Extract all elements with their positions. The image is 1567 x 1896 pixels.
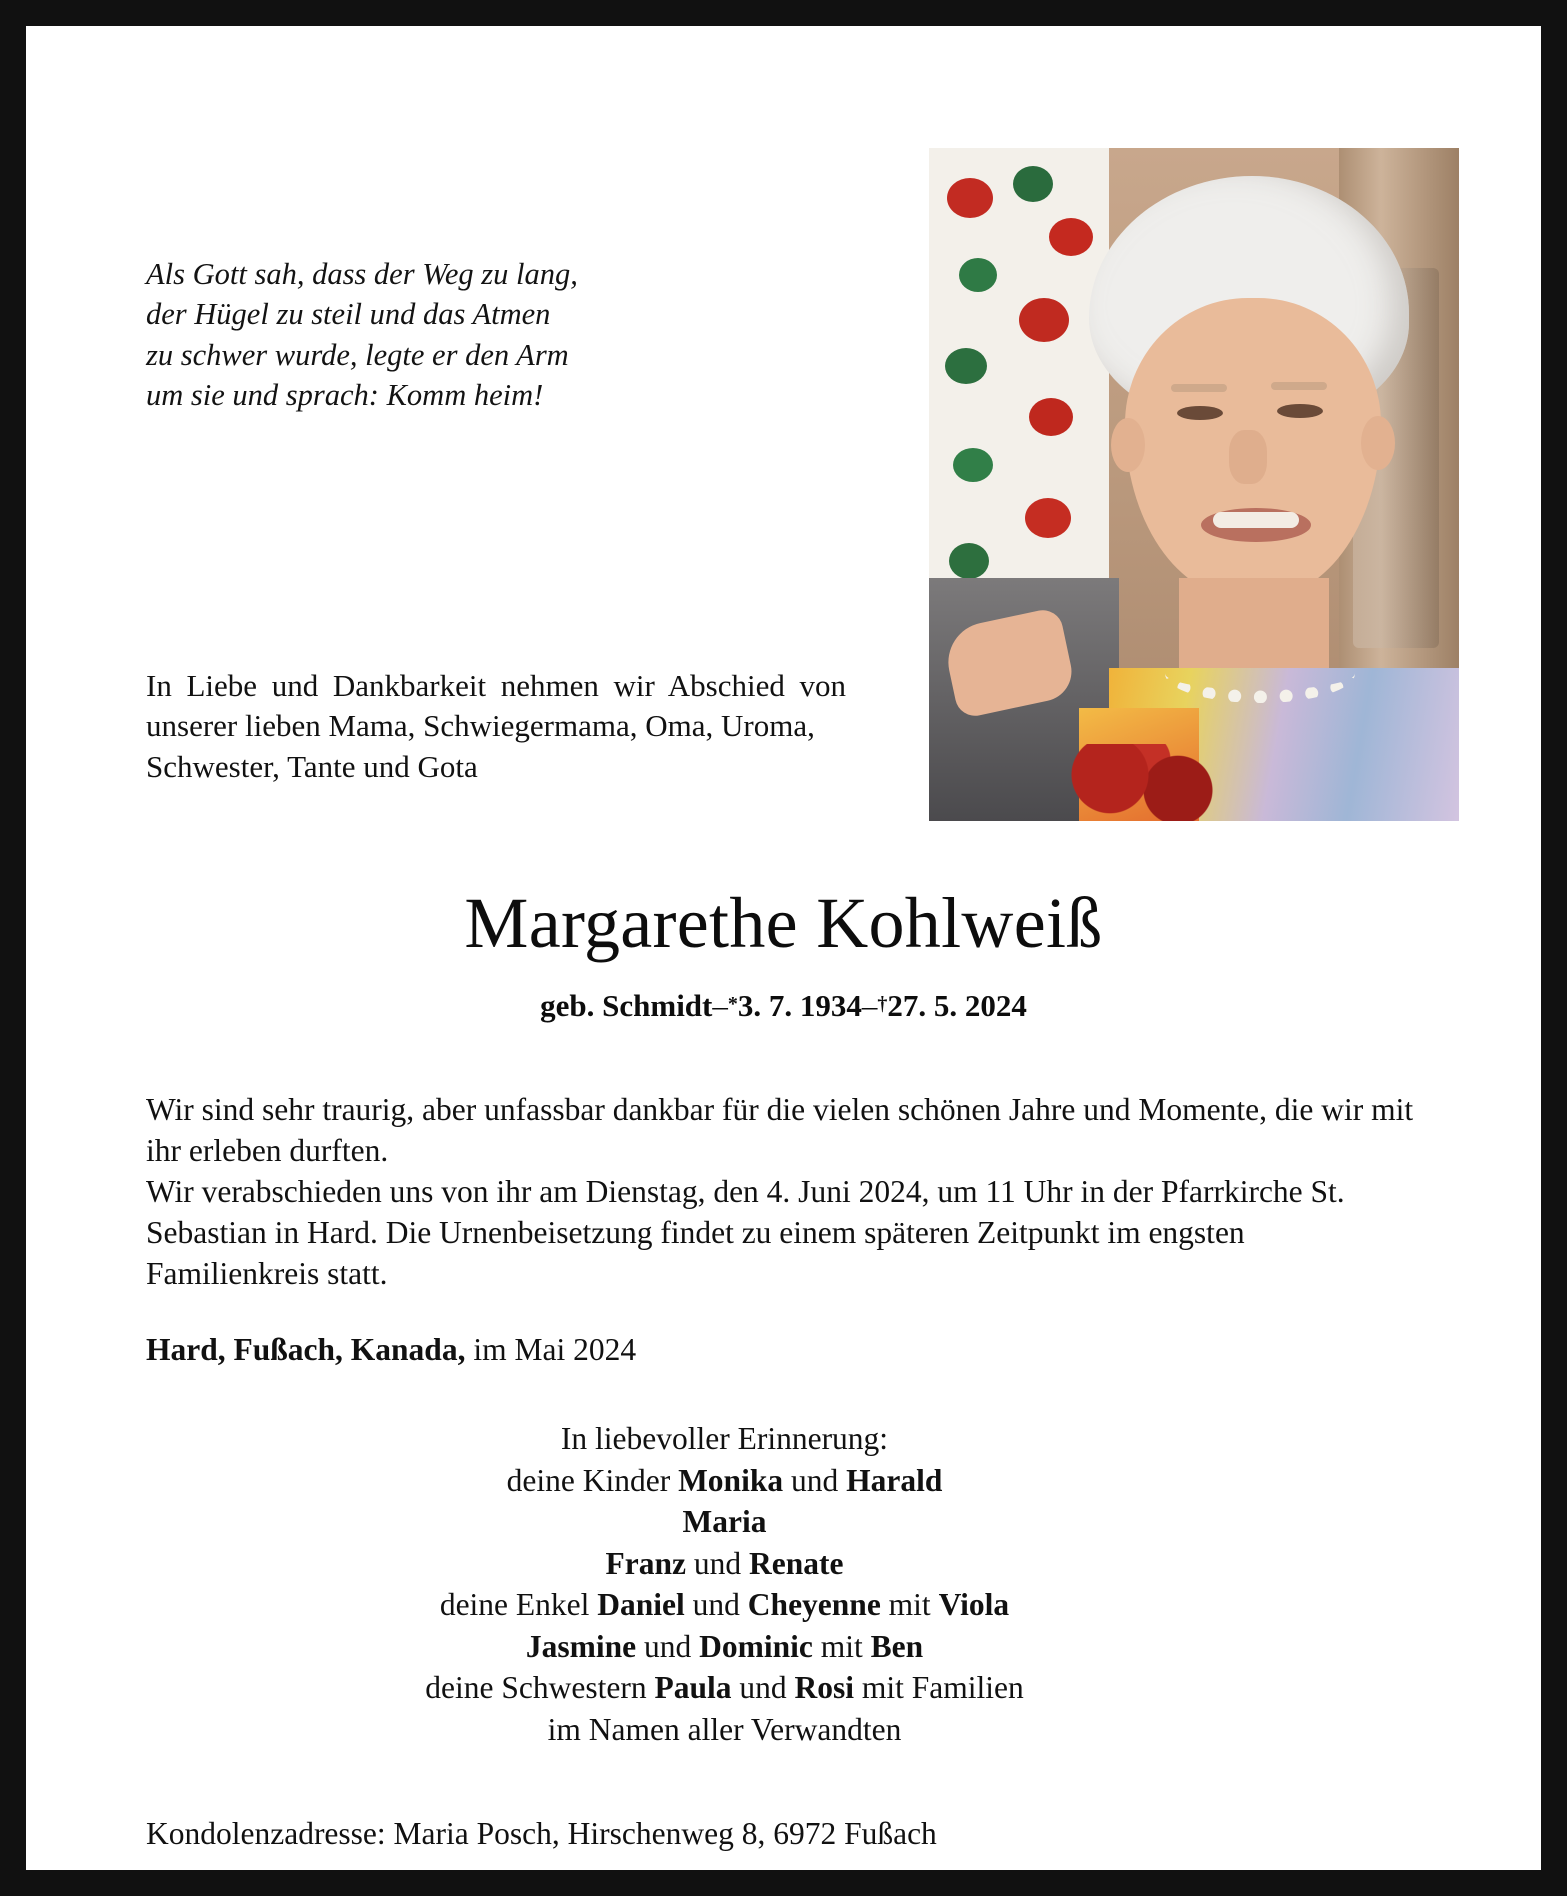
family-member-name: Maria [682,1504,767,1540]
photo-ear-left [1111,418,1145,472]
dash-1: – [712,988,728,1023]
verse-line-3: zu schwer wurde, legte er den Arm [146,337,569,372]
death-date: 27. 5. 2024 [887,988,1027,1023]
photo-eyebrow-left [1171,384,1227,392]
birth-death-line [26,988,1541,1024]
photo-pearl-necklace [1165,644,1355,703]
photo-floral-dress [929,148,1109,618]
family-member-name: Franz [605,1545,686,1581]
family-member-name: Monika [678,1462,784,1498]
family-row [26,1543,1423,1585]
announcement-paragraph-2: Wir verabschieden uns von ihr am Dienstag, den 4. Juni 2024, um 11 Uhr in der Pfarrkirche St. Sebastian in Hard. Die Urnenbeisetzung findet zu einem späteren Zeitpunkt im engsten Familienkreis statt. [146,1173,1345,1291]
family-connector-text: und [686,1545,749,1581]
family-connector-text: mit Familien [853,1670,1024,1706]
death-symbol: † [877,993,888,1015]
family-list [26,1418,1423,1751]
announcement-body [146,1090,1423,1295]
family-relation-label: deine Enkel [439,1587,598,1623]
family-heading: In liebevoller Erinnerung: [560,1421,889,1456]
family-connector-text: im Namen aller Verwandten [547,1712,902,1748]
intro-last-line: Schwester, Tante und Gota [146,748,478,784]
family-relation-label: deine Kinder [506,1462,679,1498]
family-member-name: Rosi [794,1670,854,1706]
portrait-photo [929,148,1459,821]
birth-symbol: * [727,993,738,1015]
photo-ear-right [1361,416,1395,470]
family-member-name: Daniel [597,1587,685,1623]
family-connector-text: und [731,1670,795,1706]
family-row [26,1460,1423,1502]
place-month: im Mai 2024 [465,1332,637,1367]
family-member-name: Cheyenne [747,1587,881,1623]
family-row [26,1501,1423,1543]
verse-line-2: der Hügel zu steil und das Atmen [146,297,551,332]
photo-eye-left [1177,406,1223,420]
verse-line-4: um sie und sprach: Komm heim! [146,377,544,412]
family-connector-text: und [636,1628,700,1664]
photo-nose [1229,430,1267,484]
photo-eye-right [1277,404,1323,418]
dash-2: – [861,988,878,1023]
portrait-photo-image [929,148,1459,821]
family-member-name: Dominic [699,1628,813,1664]
intro-text [146,666,846,787]
birth-date: 3. 7. 1934 [737,988,862,1023]
photo-teeth [1213,512,1299,528]
verse-line-1: Als Gott sah, dass der Weg zu lang, [146,257,578,291]
family-row [26,1584,1423,1626]
family-connector-text: und [783,1462,847,1498]
family-member-name: Renate [749,1545,844,1581]
family-member-name: Ben [870,1628,924,1664]
maiden-name: geb. Schmidt [540,988,713,1023]
condolence-address: Kondolenzadresse: Maria Posch, Hirschenweg 8, 6972 Fußach [146,1816,937,1851]
family-member-name: Harald [846,1462,943,1498]
obituary-card [26,26,1541,1870]
place-and-date [146,1332,636,1368]
family-row [26,1626,1423,1668]
photo-flower-bouquet [1059,744,1229,821]
family-member-name: Viola [938,1587,1010,1623]
intro-main: In Liebe und Dankbarkeit nehmen wir Abschied von unserer lieben Mama, Schwiegermama, Oma, Uroma, [146,668,846,744]
family-row [26,1709,1423,1751]
family-connector-text: mit [880,1587,939,1623]
family-row [26,1667,1423,1709]
family-member-name: Paula [654,1670,732,1706]
family-connector-text: und [684,1587,748,1623]
announcement-paragraph-1: Wir sind sehr traurig, aber unfassbar dankbar für die vielen schönen Jahre und Momente, die wir mit ihr erleben durften. [146,1092,1414,1168]
place-names: Hard, Fußach, Kanada, [146,1332,466,1367]
photo-eyebrow-right [1271,382,1327,390]
family-connector-text: mit [812,1628,871,1664]
memorial-verse [146,254,746,415]
family-member-name: Jasmine [525,1628,637,1664]
family-relation-label: deine Schwestern [425,1670,655,1706]
obituary-content [26,26,1541,1870]
deceased-name: Margarethe Kohlweiß [464,883,1103,963]
